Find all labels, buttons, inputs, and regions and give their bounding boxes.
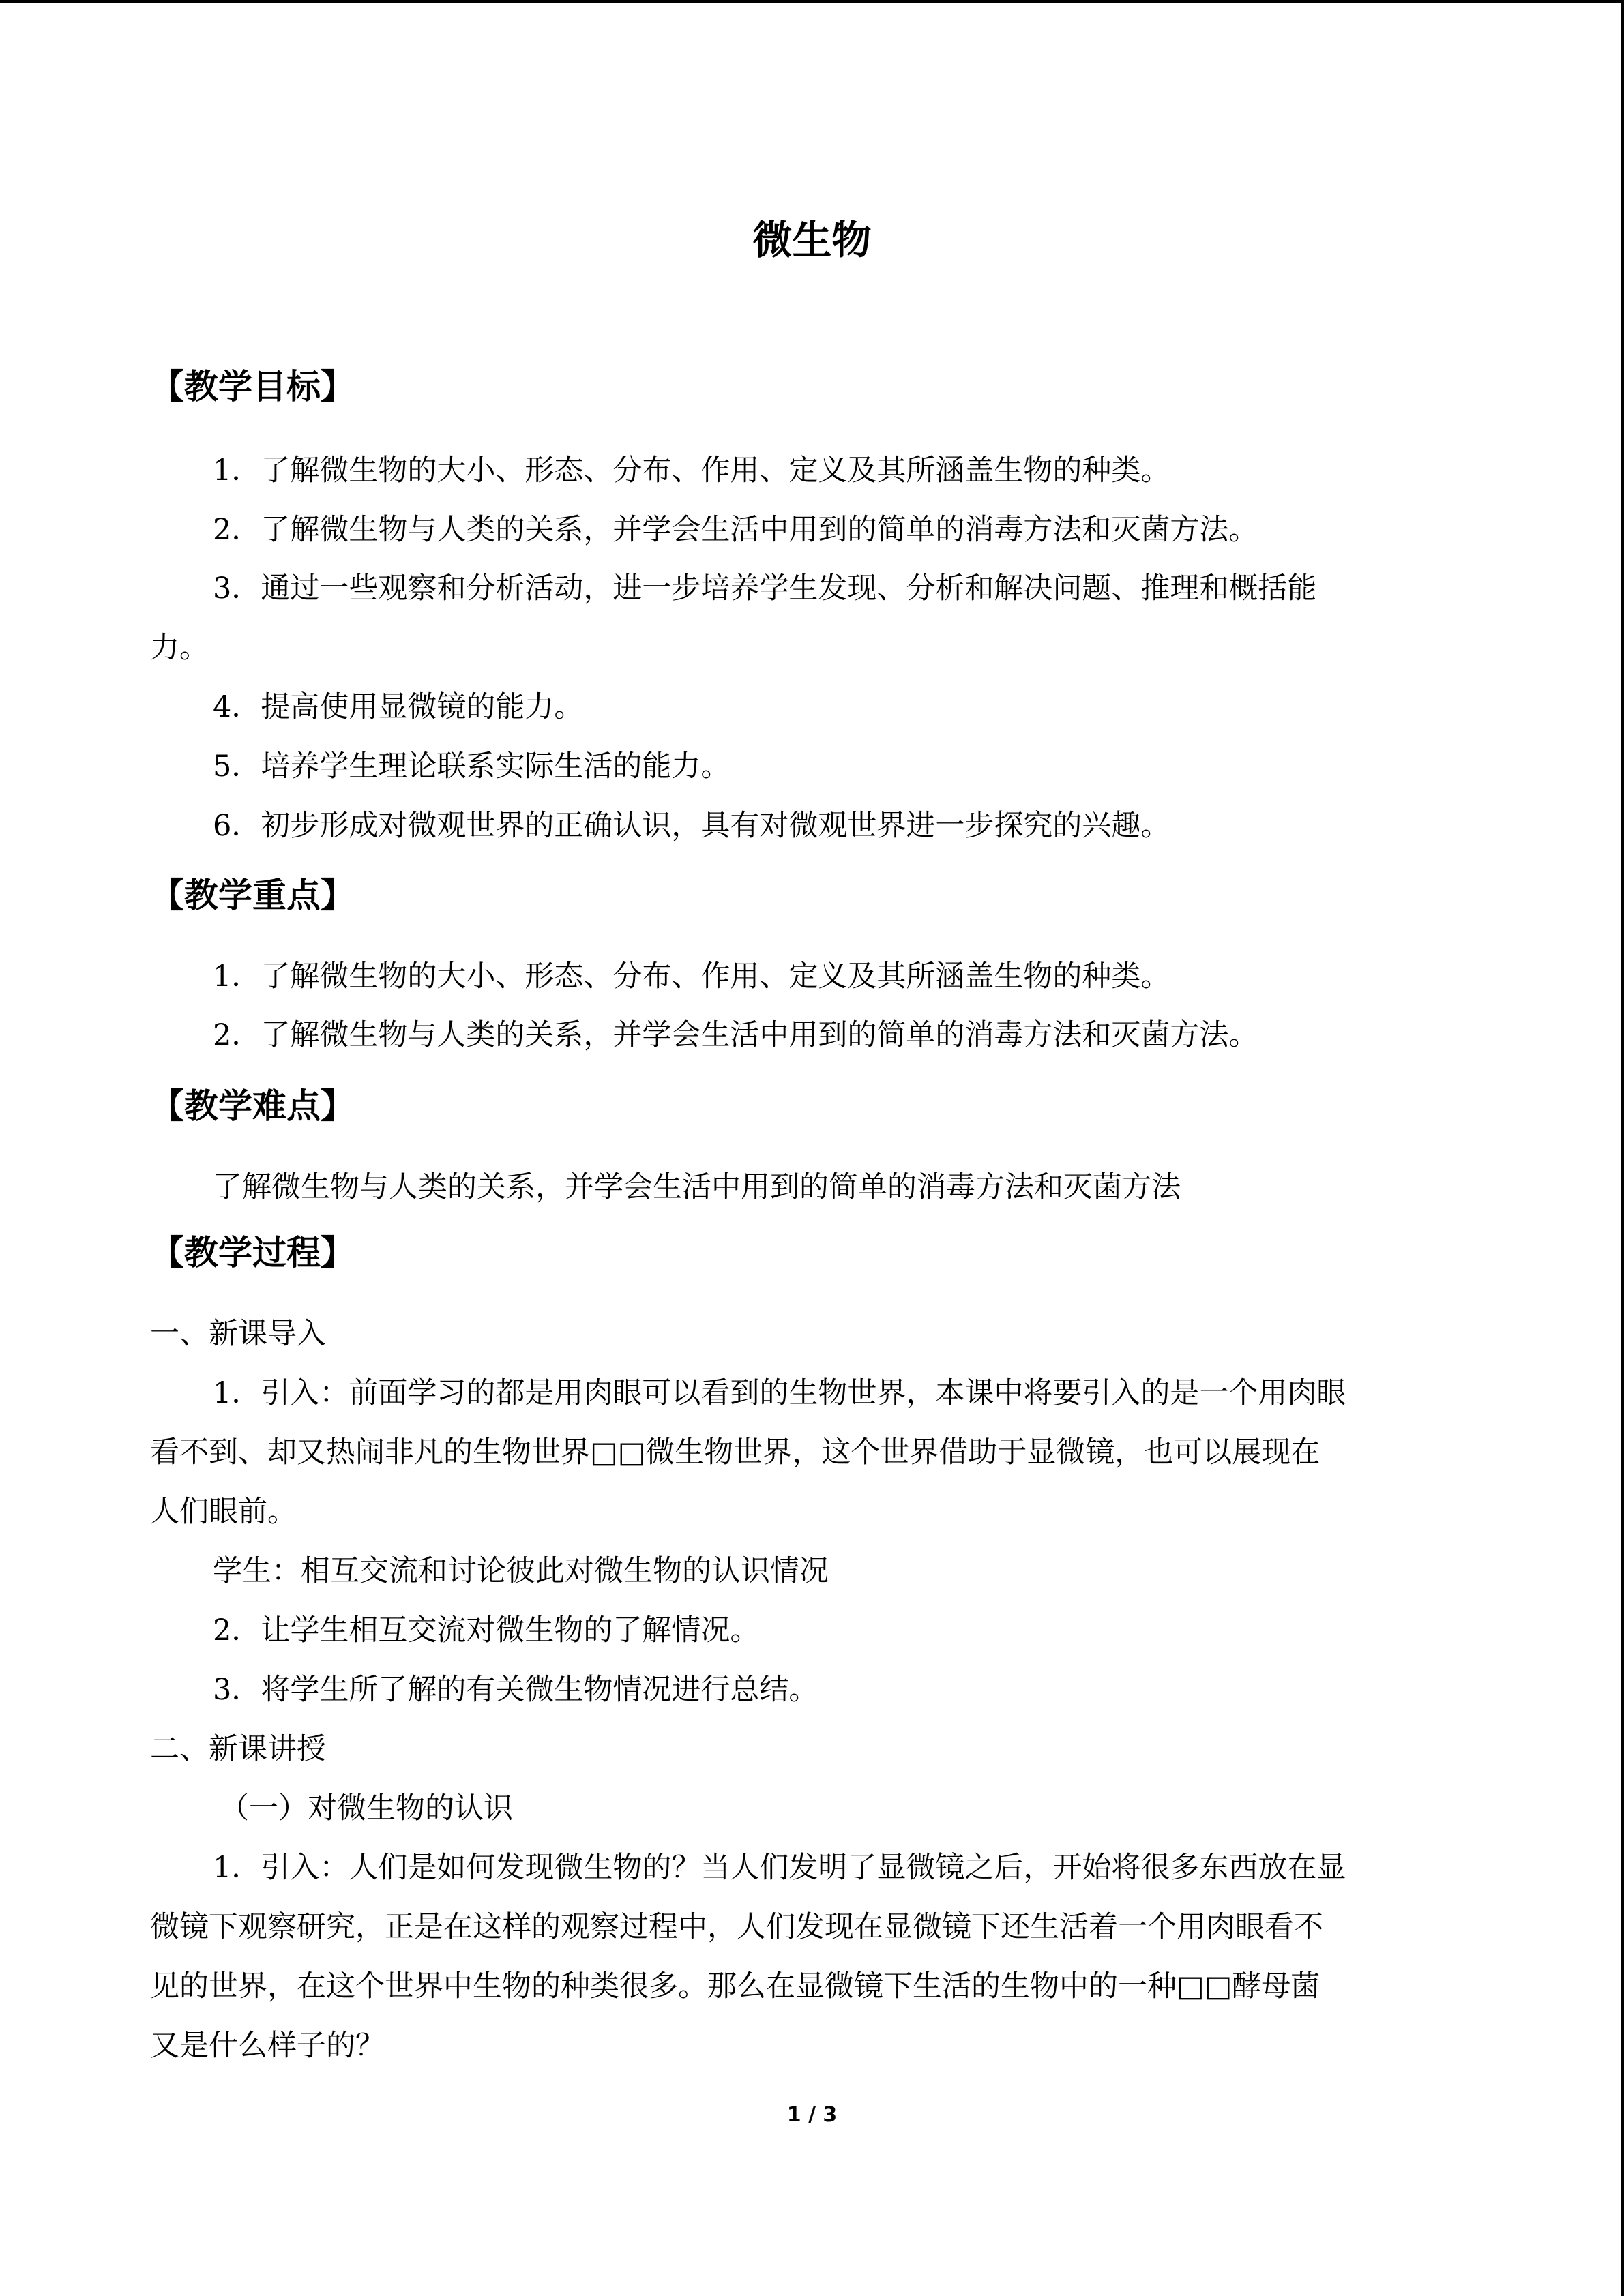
process-line: 人们眼前。 <box>150 1495 297 1529</box>
objective-item: 3．通过一些观察和分析活动，进一步培养学生发现、分析和解决问题、推理和概括能 <box>213 571 1317 606</box>
process-line: 2．让学生相互交流对微生物的了解情况。 <box>213 1613 760 1648</box>
section-heading-process: 【教学过程】 <box>150 1233 355 1272</box>
process-subheading: 一、新课导入 <box>150 1317 326 1351</box>
section-heading-objectives: 【教学目标】 <box>150 367 355 406</box>
process-line: 1．引入：人们是如何发现微生物的？当人们发明了显微镜之后，开始将很多东西放在显 <box>213 1851 1346 1885</box>
process-line: 看不到、却又热闹非凡的生物世界□□微生物世界，这个世界借助于显微镜，也可以展现在 <box>150 1435 1320 1470</box>
objective-item: 4．提高使用显微镜的能力。 <box>213 690 584 724</box>
objective-item: 6．初步形成对微观世界的正确认识，具有对微观世界进一步探究的兴趣。 <box>213 809 1170 843</box>
section-heading-key-points: 【教学重点】 <box>150 876 355 915</box>
process-line: 学生：相互交流和讨论彼此对微生物的认识情况 <box>213 1554 829 1588</box>
process-line: 见的世界，在这个世界中生物的种类很多。那么在显微镜下生活的生物中的一种□□酵母菌 <box>150 1969 1320 2003</box>
page-number: 1 / 3 <box>786 2103 838 2127</box>
process-line: 3．将学生所了解的有关微生物情况进行总结。 <box>213 1673 818 1707</box>
objective-item: 1．了解微生物的大小、形态、分布、作用、定义及其所涵盖生物的种类。 <box>213 453 1170 488</box>
process-subsection-heading: （一）对微生物的认识 <box>220 1791 513 1825</box>
page-border-top <box>0 0 1624 3</box>
page-title: 微生物 <box>752 217 872 263</box>
process-subheading: 二、新课讲授 <box>150 1732 326 1766</box>
section-heading-difficulties: 【教学难点】 <box>150 1086 355 1126</box>
difficulty-item: 了解微生物与人类的关系，并学会生活中用到的简单的消毒方法和灭菌方法 <box>213 1170 1181 1204</box>
process-line: 微镜下观察研究，正是在这样的观察过程中，人们发现在显微镜下还生活着一个用肉眼看不 <box>150 1910 1323 1944</box>
objective-item: 5．培养学生理论联系实际生活的能力。 <box>213 749 730 784</box>
objective-item-continued: 力。 <box>150 631 209 665</box>
process-line: 又是什么样子的？ <box>150 2029 385 2063</box>
key-point-item: 1．了解微生物的大小、形态、分布、作用、定义及其所涵盖生物的种类。 <box>213 959 1170 994</box>
page-border-right <box>1621 0 1624 2296</box>
process-line: 1．引入：前面学习的都是用肉眼可以看到的生物世界，本课中将要引入的是一个用肉眼 <box>213 1376 1346 1410</box>
key-point-item: 2．了解微生物与人类的关系，并学会生活中用到的简单的消毒方法和灭菌方法。 <box>213 1018 1258 1052</box>
objective-item: 2．了解微生物与人类的关系，并学会生活中用到的简单的消毒方法和灭菌方法。 <box>213 513 1258 547</box>
